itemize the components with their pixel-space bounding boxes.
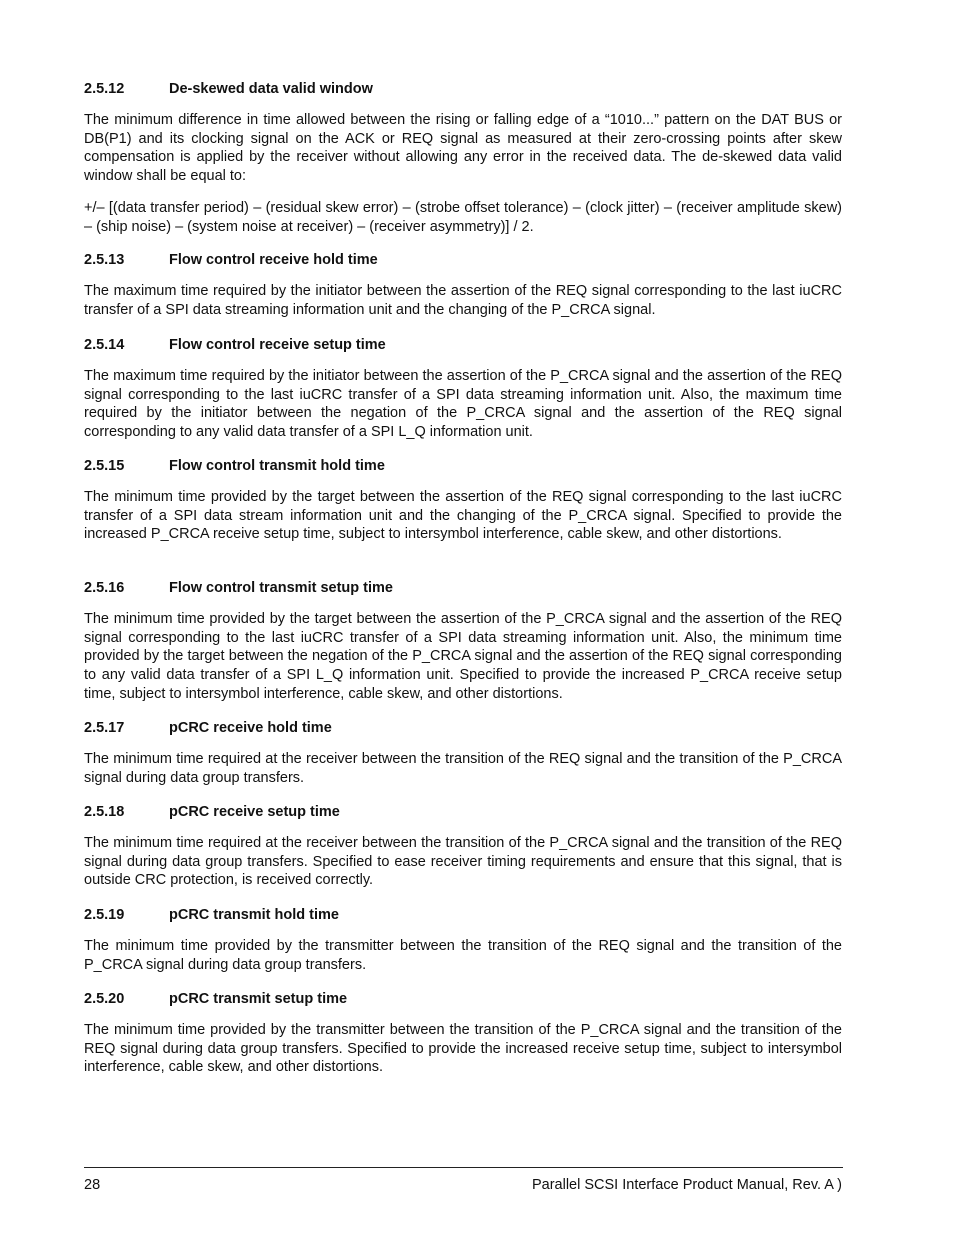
section-title: pCRC receive setup time bbox=[169, 804, 340, 820]
section-2-5-17 bbox=[84, 719, 842, 787]
section-2-5-18 bbox=[84, 803, 842, 890]
section-2-5-13 bbox=[84, 251, 842, 319]
section-paragraph: The minimum time provided by the transmitter between the transition of the REQ signal and the transition of the P_CRCA signal during data group transfers. bbox=[84, 938, 842, 973]
section-heading bbox=[84, 457, 842, 475]
section-paragraph: The minimum time provided by the transmitter between the transition of the P_CRCA signal and the transition of the REQ signal during data group transfers. Specified to provide the increased receive setup time, subject to intersymbol interference, cable skew, and other distortions. bbox=[84, 1022, 842, 1076]
section-number: 2.5.20 bbox=[84, 991, 125, 1007]
section-title: Flow control receive setup time bbox=[169, 337, 386, 353]
section-2-5-16 bbox=[84, 579, 842, 704]
section-paragraph: +/– [(data transfer period) – (residual skew error) – (strobe offset tolerance) – (clock jitter) – (receiver amplitude skew) – (ship noise) – (system noise at receiver) – (receiver asymmetry)] / 2. bbox=[84, 199, 842, 235]
section-title: pCRC transmit hold time bbox=[169, 907, 339, 923]
section-2-5-19 bbox=[84, 906, 842, 974]
section-number: 2.5.17 bbox=[84, 720, 125, 736]
section-title: pCRC receive hold time bbox=[169, 720, 332, 736]
section-number: 2.5.16 bbox=[84, 580, 125, 596]
section-title: Flow control transmit setup time bbox=[169, 580, 393, 596]
section-heading bbox=[84, 990, 842, 1008]
manual-title: Parallel SCSI Interface Product Manual, Rev. A ) bbox=[531, 1177, 842, 1193]
section-paragraph: The minimum time required at the receiver between the transition of the REQ signal and the transition of the P_CRCA signal during data group transfers. bbox=[84, 751, 842, 786]
section-heading bbox=[84, 579, 842, 597]
section-paragraph: The maximum time required by the initiator between the assertion of the P_CRCA signal and the assertion of the REQ signal corresponding to the last iuCRC transfer of a SPI data streaming information unit. Also, the maximum time required by the initiator between the negation of the P_CRCA signal and the assertion of the REQ signal corresponding to any valid data transfer of a SPI L_Q information unit. bbox=[84, 368, 842, 441]
section-paragraph: The minimum time required at the receiver between the transition of the P_CRCA signal and the transition of the REQ signal during data group transfers. Specified to ease receiver timing requirements and ensure that this signal, that is outside CRC protection, is received correctly. bbox=[84, 835, 842, 889]
section-number: 2.5.14 bbox=[84, 337, 125, 353]
section-number: 2.5.12 bbox=[84, 81, 125, 97]
section-heading bbox=[84, 803, 842, 821]
section-2-5-14 bbox=[84, 336, 842, 442]
section-number: 2.5.19 bbox=[84, 907, 125, 923]
section-heading bbox=[84, 80, 842, 98]
section-heading bbox=[84, 336, 842, 354]
section-paragraph: The minimum time provided by the target between the assertion of the REQ signal corresponding to the last iuCRC transfer of a SPI data stream information unit and the changing of the P_CRCA signal. Specified to provide the increased P_CRCA receive setup time, subject to intersymbol interference, cable skew, and other distortions. bbox=[84, 489, 842, 543]
page-number: 28 bbox=[84, 1177, 101, 1193]
footer-divider bbox=[84, 1167, 843, 1168]
section-heading bbox=[84, 251, 842, 269]
section-heading bbox=[84, 719, 842, 737]
section-heading bbox=[84, 906, 842, 924]
section-2-5-15 bbox=[84, 457, 842, 544]
section-number: 2.5.18 bbox=[84, 804, 125, 820]
section-number: 2.5.13 bbox=[84, 252, 125, 268]
section-2-5-12 bbox=[84, 80, 842, 236]
section-2-5-20 bbox=[84, 990, 842, 1077]
section-paragraph: The minimum time provided by the target between the assertion of the P_CRCA signal and the assertion of the REQ signal corresponding to the last iuCRC transfer of a SPI data streaming information unit. Also, the minimum time provided by the target between the negation of the P_CRCA signal and the assertion of the REQ signal corresponding to any valid data transfer of a SPI L_Q information unit. Specified to provide the increased P_CRCA receive setup time, subject to intersymbol interference, cable skew, and other distortions. bbox=[84, 611, 842, 702]
section-paragraph: The maximum time required by the initiator between the assertion of the REQ signal corresponding to the last iuCRC transfer of a SPI data streaming information unit and the changing of the P_CRCA signal. bbox=[84, 283, 842, 318]
section-title: Flow control receive hold time bbox=[169, 252, 378, 268]
section-title: pCRC transmit setup time bbox=[169, 991, 348, 1007]
section-title: De-skewed data valid window bbox=[169, 81, 373, 97]
section-title: Flow control transmit hold time bbox=[169, 458, 385, 474]
section-number: 2.5.15 bbox=[84, 458, 125, 474]
section-paragraph: The minimum difference in time allowed between the rising or falling edge of a “1010...” pattern on the DAT BUS or DB(P1) and its clocking signal on the ACK or REQ signal as measured at their zero-crossing points after skew compensation is applied by the receiver without allowing any error in the received data. The de-skewed data valid window shall be equal to: bbox=[84, 112, 842, 185]
